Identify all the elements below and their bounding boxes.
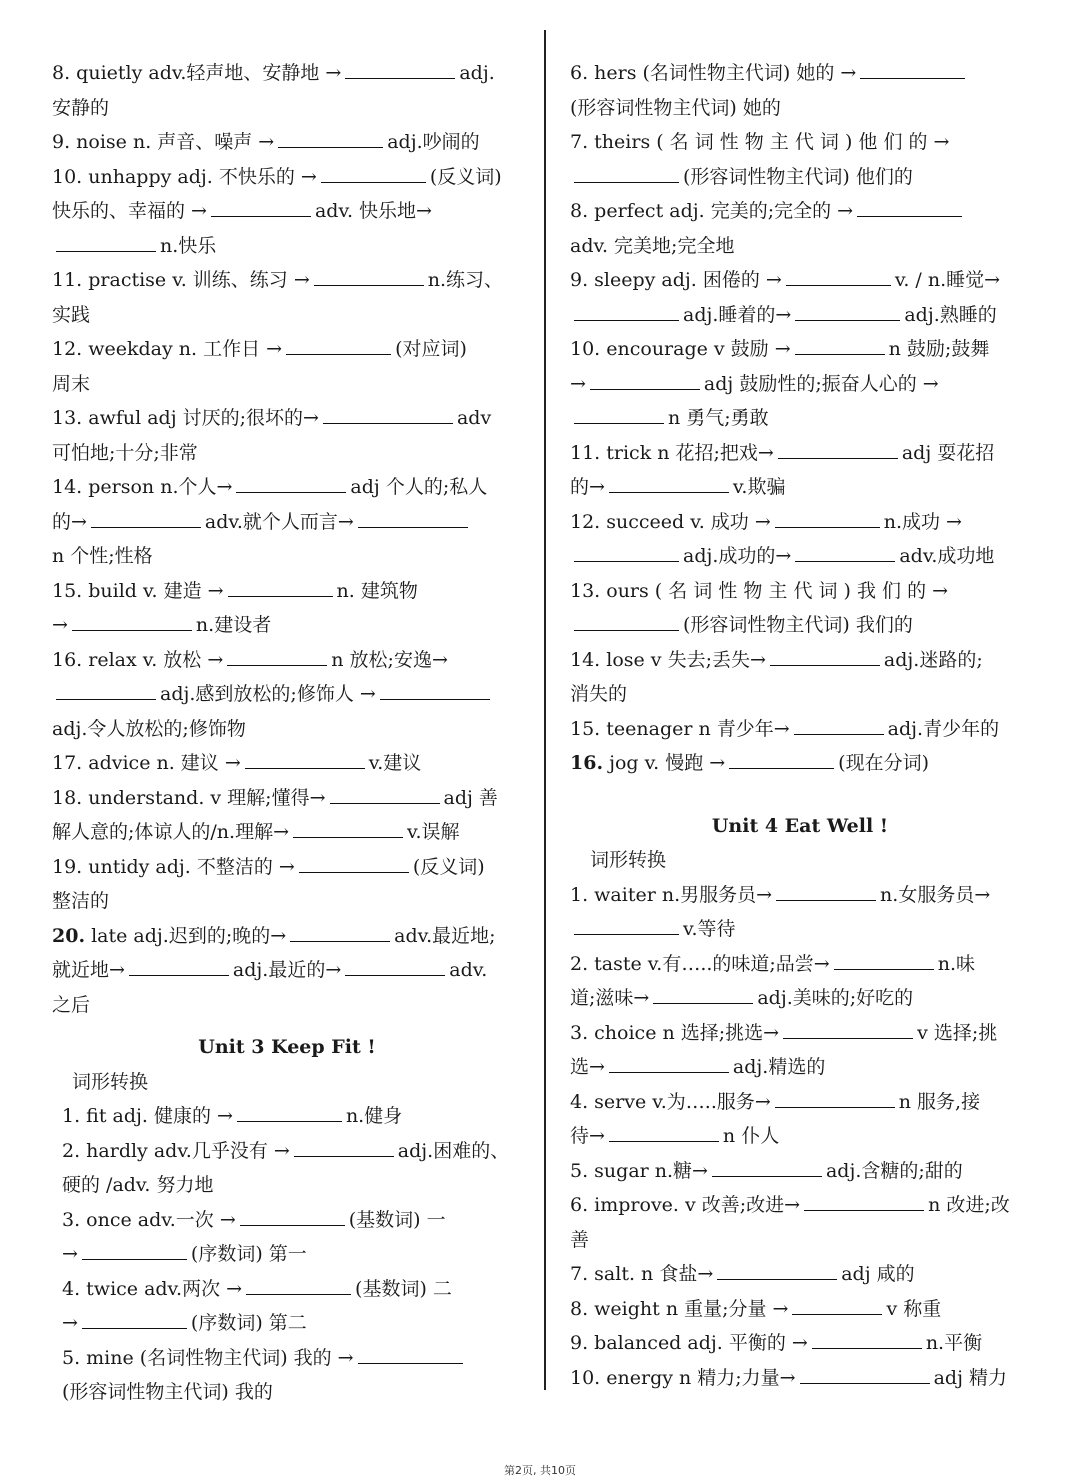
entry-salt <box>570 1257 1030 1292</box>
entry-text: 5. sugar n.糖→ <box>570 1159 708 1182</box>
entry-sleepy <box>570 263 1030 332</box>
entry-theirs <box>570 125 1030 194</box>
entry-text: n.成功 → <box>883 510 962 533</box>
entry-text: 18. understand. v 理解;懂得→ <box>52 786 326 809</box>
entry-serve <box>570 1085 1030 1154</box>
entry-text: 19. untidy adj. 不整洁的 → <box>52 855 295 878</box>
entry-text: 之后 <box>52 993 91 1016</box>
entry-number: 20. <box>52 924 86 947</box>
entry-trick <box>570 436 1030 505</box>
answer-blank[interactable] <box>812 1330 922 1349</box>
entry-text: n 个性;性格 <box>52 545 153 567</box>
entry-text: v.欺骗 <box>732 476 786 498</box>
entry-text: 3. once adv.一次 → <box>62 1208 236 1231</box>
entry-text: 待→ <box>570 1125 605 1147</box>
entry-relax <box>52 643 522 747</box>
entry-text: 13. awful adj 讨厌的;很坏的→ <box>52 407 319 429</box>
answer-blank[interactable] <box>795 302 900 321</box>
entry-text: 8. quietly adv.轻声地、安静地 → <box>52 62 342 84</box>
answer-blank[interactable] <box>574 405 664 424</box>
entry-text: adj.熟睡的 <box>904 303 997 326</box>
entry-text: 1. waiter n.男服务员→ <box>570 883 773 906</box>
answer-blank[interactable] <box>211 198 311 217</box>
entry-text: adj 个人的;私人 <box>350 476 488 498</box>
entry-text: 7. salt. n 食盐→ <box>570 1263 714 1285</box>
entry-text: → <box>570 372 586 395</box>
answer-blank[interactable] <box>227 647 327 666</box>
entry-text: (反义词) <box>429 165 502 188</box>
answer-blank[interactable] <box>245 750 365 769</box>
entry-advice <box>52 746 522 781</box>
entry-text: 4. serve v.为…..服务→ <box>570 1090 771 1113</box>
answer-blank[interactable] <box>56 681 156 700</box>
entry-text: jog v. 慢跑 → <box>603 752 726 774</box>
answer-blank[interactable] <box>293 819 403 838</box>
entry-text: (序数词) 第一 <box>190 1243 307 1265</box>
entry-text: 12. weekday n. 工作日 → <box>52 338 283 360</box>
answer-blank[interactable] <box>228 578 333 597</box>
answer-blank[interactable] <box>804 1192 924 1211</box>
entry-text: 13. ours ( 名 词 性 物 主 代 词 ) 我 们 的 → <box>570 579 949 602</box>
unit3-title: Unit 3 Keep Fit ! <box>198 1036 376 1058</box>
entry-text: n.平衡 <box>925 1332 983 1354</box>
answer-blank[interactable] <box>800 1365 930 1384</box>
entry-text: (基数词) 一 <box>348 1208 446 1231</box>
entry-noise <box>52 125 522 160</box>
answer-blank[interactable] <box>775 509 880 528</box>
entry-text: adj.成功的→ <box>683 545 792 567</box>
entry-text: adj.令人放松的;修饰物 <box>52 717 246 740</box>
entry-weekday <box>52 332 522 401</box>
entry-text: adj.青少年的 <box>887 717 1000 740</box>
entry-text: 6. hers (名词性物主代词) 她的 → <box>570 62 857 84</box>
entry-text: 14. lose v 失去;丢失→ <box>570 648 766 671</box>
entry-text: v.等待 <box>683 918 736 940</box>
entry-text: 9. balanced adj. 平衡的 → <box>570 1332 808 1354</box>
entry-text: adj.困难的、 <box>397 1139 510 1162</box>
entry-ours <box>570 574 1030 643</box>
answer-blank[interactable] <box>314 267 424 286</box>
entry-awful <box>52 401 522 470</box>
answer-blank[interactable] <box>72 612 192 631</box>
entry-text: 实践 <box>52 303 91 326</box>
answer-blank[interactable] <box>834 951 934 970</box>
entry-text: adj. <box>459 62 495 84</box>
entry-person <box>52 470 522 574</box>
answer-blank[interactable] <box>776 882 876 901</box>
answer-blank[interactable] <box>294 1138 394 1157</box>
entry-text: adj.睡着的→ <box>683 303 792 326</box>
entry-text: 7. theirs ( 名 词 性 物 主 代 词 ) 他 们 的 → <box>570 131 950 153</box>
answer-blank[interactable] <box>857 198 962 217</box>
entry-text: v.建议 <box>368 752 422 774</box>
entry-text: adv. 快乐地→ <box>314 200 432 222</box>
entry-text: 10. unhappy adj. 不快乐的 → <box>52 165 317 188</box>
entry-text: 可怕地;十分;非常 <box>52 441 198 464</box>
entry-text: 的→ <box>52 510 87 533</box>
entry-text: adj.吵闹的 <box>387 131 480 153</box>
entry-text: adv. <box>449 959 488 981</box>
unit4-title: Unit 4 Eat Well ! <box>711 814 889 837</box>
answer-blank[interactable] <box>574 543 679 562</box>
entry-text: 解人意的;体谅人的/n.理解→ <box>52 821 289 843</box>
answer-blank[interactable] <box>574 916 679 935</box>
entry-text: 11. trick n 花招;把戏→ <box>570 441 774 464</box>
entry-number: 16. <box>570 752 604 774</box>
entry-text: n.味 <box>937 952 976 975</box>
entry-text: 8. weight n 重量;分量 → <box>570 1297 789 1320</box>
answer-blank[interactable] <box>574 302 679 321</box>
entry-text: late adj.迟到的;晚的→ <box>85 924 287 947</box>
entry-text: adj.美味的;好吃的 <box>757 987 914 1009</box>
answer-blank[interactable] <box>795 543 895 562</box>
entry-teenager <box>570 712 1030 747</box>
entry-text: 2. hardly adv.几乎没有 → <box>62 1139 290 1162</box>
answer-blank[interactable] <box>345 60 455 79</box>
entry-text: n.练习、 <box>427 269 504 291</box>
entry-text: v.误解 <box>407 821 460 843</box>
entry-text: 12. succeed v. 成功 → <box>570 510 771 533</box>
entry-encourage <box>570 332 1030 436</box>
entry-text: n 勇气;勇敢 <box>668 407 769 429</box>
entry-sugar <box>570 1154 1030 1189</box>
entry-text: → <box>52 614 68 636</box>
entry-text: (序数词) 第二 <box>190 1312 307 1334</box>
entry-text: 消失的 <box>570 683 628 705</box>
answer-blank[interactable] <box>358 509 468 528</box>
entry-text: 6. improve. v 改善;改进→ <box>570 1194 801 1216</box>
answer-blank[interactable] <box>775 1089 895 1108</box>
entry-text: n.女服务员→ <box>880 883 991 906</box>
entry-text: 就近地→ <box>52 959 125 981</box>
answer-blank[interactable] <box>574 612 679 631</box>
entry-energy <box>570 1361 1030 1396</box>
entry-text: v. / n.睡觉→ <box>894 269 1001 291</box>
entry-mine <box>52 1341 522 1410</box>
entry-text: (形容词性物主代词) 我的 <box>62 1381 273 1403</box>
answer-blank[interactable] <box>778 440 898 459</box>
entry-text: adj 精力 <box>933 1366 1008 1389</box>
answer-blank[interactable] <box>712 1158 822 1177</box>
entry-text: 选→ <box>570 1056 605 1078</box>
page-footer: 第2页, 共10页 <box>504 1464 576 1477</box>
entry-text: adv <box>456 407 492 429</box>
entry-text: (基数词) 二 <box>355 1277 452 1300</box>
entry-waiter <box>570 878 1030 947</box>
entry-text: 2. taste v.有…..的味道;品尝→ <box>570 952 830 975</box>
unit3-subheading: 词形转换 <box>72 1070 149 1093</box>
answer-blank[interactable] <box>290 923 390 942</box>
entry-late <box>52 919 522 1023</box>
entry-text: v 称重 <box>886 1297 942 1320</box>
entry-once <box>52 1203 522 1272</box>
entry-text: (形容词性物主代词) 他们的 <box>683 165 913 188</box>
answer-blank[interactable] <box>278 129 383 148</box>
entry-text: n 仆人 <box>722 1125 780 1147</box>
answer-blank[interactable] <box>717 1261 837 1280</box>
entry-improve <box>570 1188 1030 1257</box>
answer-blank[interactable] <box>590 371 700 390</box>
answer-blank[interactable] <box>770 647 880 666</box>
answer-blank[interactable] <box>786 267 891 286</box>
answer-blank[interactable] <box>609 1123 719 1142</box>
answer-blank[interactable] <box>286 336 391 355</box>
entry-text: 3. choice n 选择;挑选→ <box>570 1021 780 1044</box>
entry-text: (形容词性物主代词) 她的 <box>570 96 781 119</box>
entry-text: adj 鼓励性的;振奋人心的 → <box>703 372 939 395</box>
answer-blank[interactable] <box>653 985 753 1004</box>
entry-text: 9. sleepy adj. 困倦的 → <box>570 269 782 291</box>
entry-text: n 改进;改 <box>928 1194 1010 1216</box>
entry-fit <box>52 1099 522 1134</box>
answer-blank[interactable] <box>783 1020 913 1039</box>
entry-text: n. 建筑物 <box>336 579 418 602</box>
unit4-subheading: 词形转换 <box>590 849 667 871</box>
entry-text: adv.就个人而言→ <box>204 510 354 533</box>
answer-blank[interactable] <box>792 1296 882 1315</box>
entry-unhappy <box>52 160 522 264</box>
entry-untidy <box>52 850 522 919</box>
entry-text: adj.含糖的;甜的 <box>825 1159 963 1182</box>
entry-quietly <box>52 56 522 125</box>
entry-perfect <box>570 194 1030 263</box>
entry-text: adv.最近地; <box>394 924 496 947</box>
answer-blank[interactable] <box>321 164 426 183</box>
answer-blank[interactable] <box>82 1310 187 1329</box>
entry-text: 整洁的 <box>52 890 110 912</box>
entry-text: 道;滋味→ <box>570 987 650 1009</box>
entry-succeed <box>570 505 1030 574</box>
entry-twice <box>52 1272 522 1341</box>
entry-text: (对应词) <box>395 338 467 360</box>
entry-text: 17. advice n. 建议 → <box>52 752 241 774</box>
entry-text: n.建设者 <box>195 614 272 636</box>
entry-lose <box>570 643 1030 712</box>
answer-blank[interactable] <box>609 474 729 493</box>
answer-blank[interactable] <box>609 1054 729 1073</box>
answer-blank[interactable] <box>236 474 346 493</box>
entry-text: adv.成功地 <box>899 545 995 567</box>
column-divider <box>544 30 546 1390</box>
entry-text: adj.精选的 <box>732 1056 826 1078</box>
entry-hardly <box>52 1134 522 1203</box>
answer-blank[interactable] <box>794 716 884 735</box>
entry-taste <box>570 947 1030 1016</box>
entry-text: 10. energy n 精力;力量→ <box>570 1366 796 1389</box>
entry-text: n 放松;安逸→ <box>331 648 448 671</box>
answer-blank[interactable] <box>129 957 229 976</box>
entry-text: 善 <box>570 1228 590 1251</box>
answer-blank[interactable] <box>56 233 156 252</box>
entry-text: adj 咸的 <box>841 1263 915 1285</box>
entry-text: n 鼓励;鼓舞 <box>888 338 990 360</box>
entry-text: n 服务,接 <box>898 1090 981 1113</box>
answer-blank[interactable] <box>795 336 885 355</box>
entry-text: adj.迷路的; <box>883 648 983 671</box>
entry-text: adv. 完美地;完全地 <box>570 234 735 257</box>
entry-text: n.健身 <box>345 1105 403 1127</box>
entry-text: 周末 <box>52 372 91 395</box>
answer-blank[interactable] <box>345 957 445 976</box>
entry-text: 4. twice adv.两次 → <box>62 1277 243 1300</box>
entry-text: 16. relax v. 放松 → <box>52 648 224 671</box>
entry-text: 15. teenager n 青少年→ <box>570 717 790 740</box>
entry-text: adj.最近的→ <box>232 959 342 981</box>
answer-blank[interactable] <box>246 1276 351 1295</box>
entry-text: 8. perfect adj. 完美的;完全的 → <box>570 200 854 222</box>
entry-text: 硬的 /adv. 努力地 <box>62 1174 214 1196</box>
entry-balanced <box>570 1326 1030 1361</box>
entry-text: → <box>62 1243 78 1265</box>
entry-build <box>52 574 522 643</box>
answer-blank[interactable] <box>240 1207 345 1226</box>
entry-text: → <box>62 1312 78 1334</box>
answer-blank[interactable] <box>729 750 834 769</box>
entry-text: 9. noise n. 声音、噪声 → <box>52 131 275 153</box>
answer-blank[interactable] <box>574 164 679 183</box>
entry-text: adj.感到放松的;修饰人 → <box>160 683 376 705</box>
entry-text: (现在分词) <box>838 752 929 774</box>
entry-text: adj 善 <box>443 786 498 809</box>
answer-blank[interactable] <box>380 681 490 700</box>
entry-choice <box>570 1016 1030 1085</box>
entry-text: 安静的 <box>52 96 110 119</box>
entry-understand <box>52 781 522 850</box>
answer-blank[interactable] <box>299 854 409 873</box>
entry-text: n.快乐 <box>160 234 217 257</box>
entry-practise <box>52 263 522 332</box>
entry-text: (形容词性物主代词) 我们的 <box>683 614 913 636</box>
entry-text: 11. practise v. 训练、练习 → <box>52 269 310 291</box>
answer-blank[interactable] <box>860 60 965 79</box>
entry-text: 快乐的、幸福的 → <box>52 200 207 222</box>
entry-text: adj 耍花招 <box>901 441 995 464</box>
entry-text: (反义词) <box>412 855 485 878</box>
entry-text: 1. fit adj. 健康的 → <box>62 1105 233 1127</box>
entry-text: 14. person n.个人→ <box>52 476 233 498</box>
right-column <box>570 56 1030 1395</box>
entry-text: 15. build v. 建造 → <box>52 579 224 602</box>
entry-text: 的→ <box>570 476 605 498</box>
left-column <box>52 56 522 1410</box>
entry-hers <box>570 56 1030 125</box>
entry-text: 5. mine (名词性物主代词) 我的 → <box>62 1346 354 1369</box>
answer-blank[interactable] <box>82 1241 187 1260</box>
answer-blank[interactable] <box>330 785 440 804</box>
entry-text: 10. encourage v 鼓励 → <box>570 338 791 360</box>
entry-weight <box>570 1292 1030 1327</box>
entry-text: v 选择;挑 <box>917 1021 998 1044</box>
answer-blank[interactable] <box>91 509 201 528</box>
entry-jog <box>570 746 1030 781</box>
answer-blank[interactable] <box>358 1345 463 1364</box>
answer-blank[interactable] <box>323 405 453 424</box>
answer-blank[interactable] <box>237 1103 342 1122</box>
